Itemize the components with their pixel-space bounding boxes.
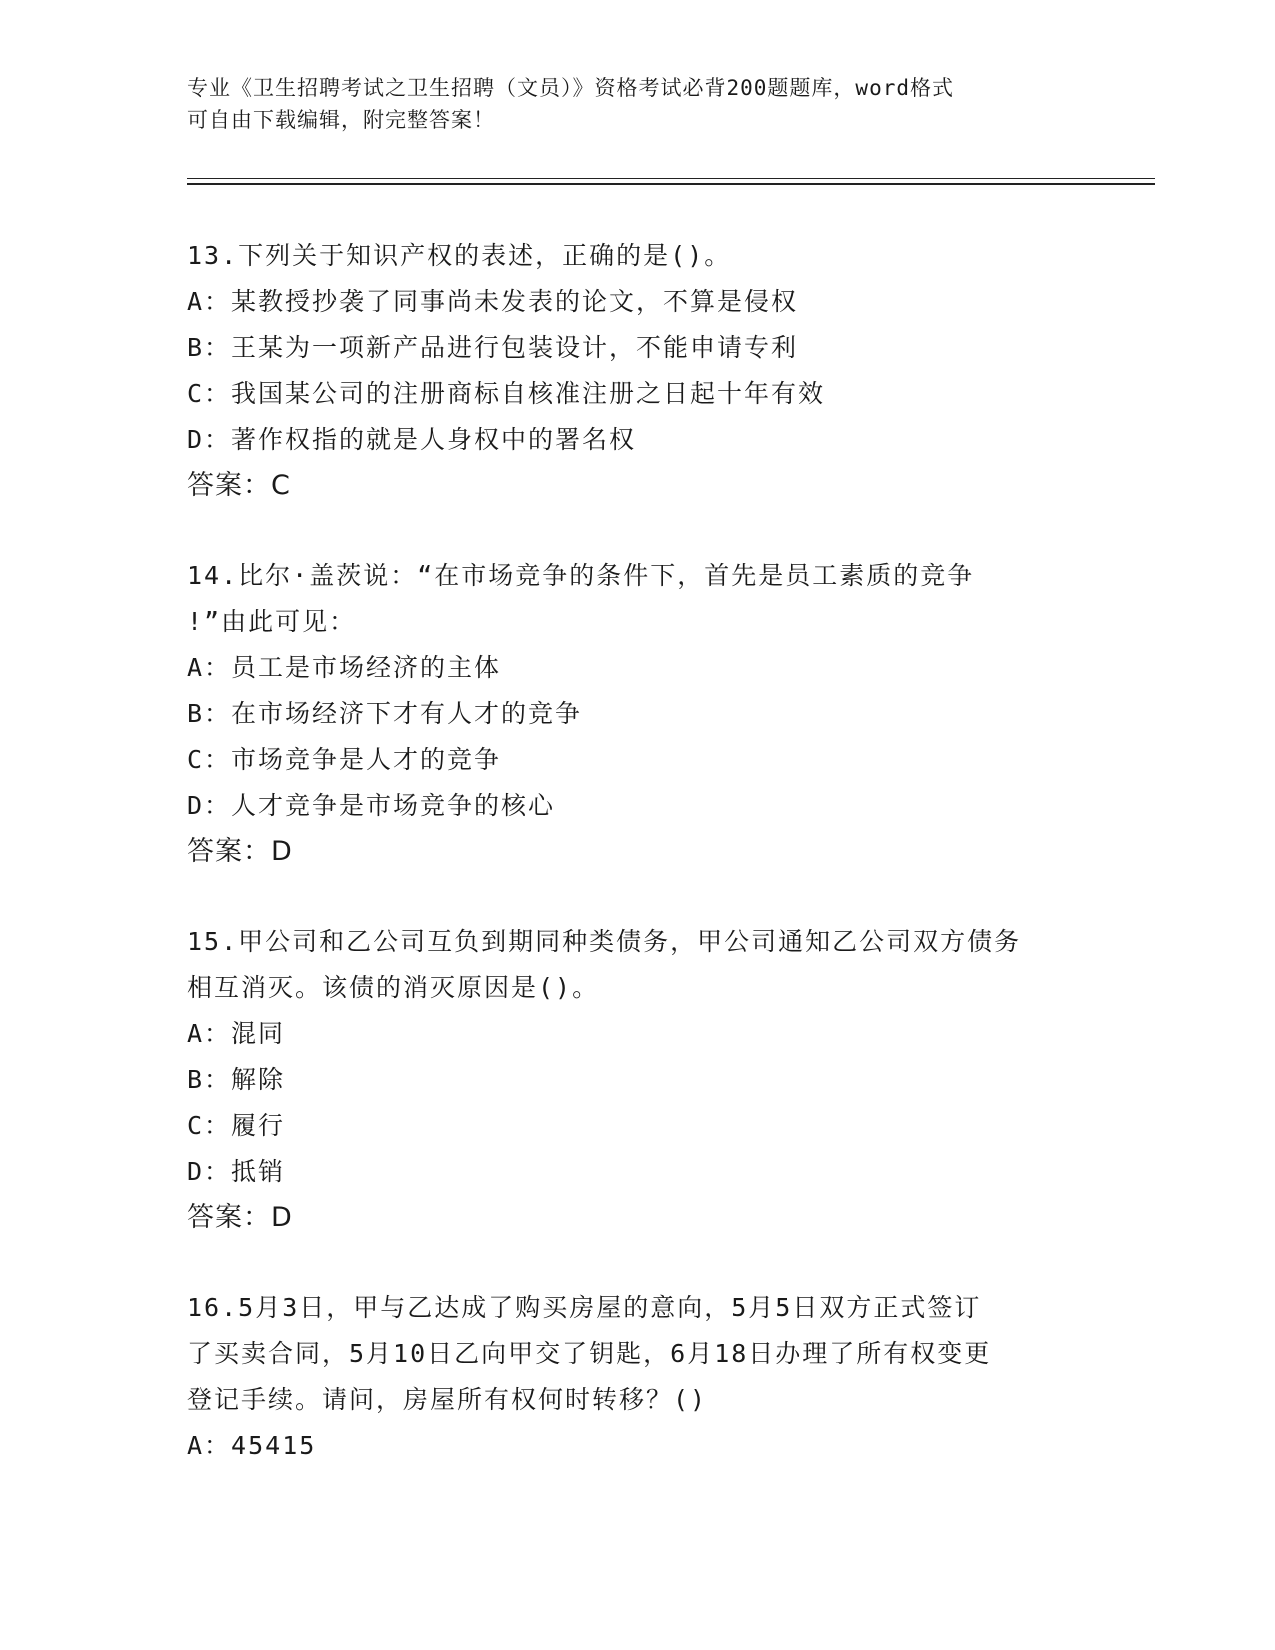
answer-option: C：我国某公司的注册商标自核准注册之日起十年有效 — [187, 379, 826, 408]
question-stem-line: 了买卖合同，5月10日乙向甲交了钥匙，6月18日办理了所有权变更 — [187, 1339, 992, 1368]
answer-key: 答案：D — [187, 836, 293, 867]
question-item — [187, 233, 1087, 509]
answer-option: B：王某为一项新产品进行包装设计，不能申请专利 — [187, 333, 799, 362]
header-rule-thick — [187, 183, 1155, 185]
document-header — [187, 72, 1067, 136]
answer-option: C：履行 — [187, 1111, 286, 1140]
question-item — [187, 553, 1087, 875]
question-stem-line: 相互消灭。该债的消灭原因是()。 — [187, 973, 600, 1002]
answer-key: 答案：D — [187, 1202, 293, 1233]
answer-option: A：员工是市场经济的主体 — [187, 653, 502, 682]
answer-option: D：人才竞争是市场竞争的核心 — [187, 791, 556, 820]
question-stem-line: 16.5月3日，甲与乙达成了购买房屋的意向，5月5日双方正式签订 — [187, 1293, 982, 1322]
answer-key: 答案：C — [187, 470, 291, 501]
answer-option: B：解除 — [187, 1065, 286, 1094]
header-rule-thin — [187, 178, 1155, 179]
header-line-1: 专业《卫生招聘考试之卫生招聘（文员）》资格考试必背200题题库，word格式 — [187, 76, 954, 100]
answer-option: A：某教授抄袭了同事尚未发表的论文，不算是侵权 — [187, 287, 799, 316]
answer-option: C：市场竞争是人才的竞争 — [187, 745, 502, 774]
answer-option: A：混同 — [187, 1019, 286, 1048]
answer-option: B：在市场经济下才有人才的竞争 — [187, 699, 583, 728]
question-stem-line: 15.甲公司和乙公司互负到期同种类债务，甲公司通知乙公司双方债务 — [187, 927, 1022, 956]
question-item — [187, 919, 1087, 1241]
question-stem-line: 登记手续。请问，房屋所有权何时转移？() — [187, 1385, 708, 1414]
answer-option: D：抵销 — [187, 1157, 286, 1186]
question-stem-line: 14.比尔·盖茨说：“在市场竞争的条件下，首先是员工素质的竞争 — [187, 561, 975, 590]
question-stem-line: 13.下列关于知识产权的表述，正确的是()。 — [187, 241, 732, 270]
question-stem-line: !”由此可见： — [187, 607, 357, 636]
answer-option: A：45415 — [187, 1431, 317, 1460]
answer-option: D：著作权指的就是人身权中的署名权 — [187, 425, 637, 454]
question-list — [187, 233, 1087, 1469]
header-line-2: 可自由下载编辑，附完整答案！ — [187, 108, 495, 132]
question-item — [187, 1285, 1087, 1469]
